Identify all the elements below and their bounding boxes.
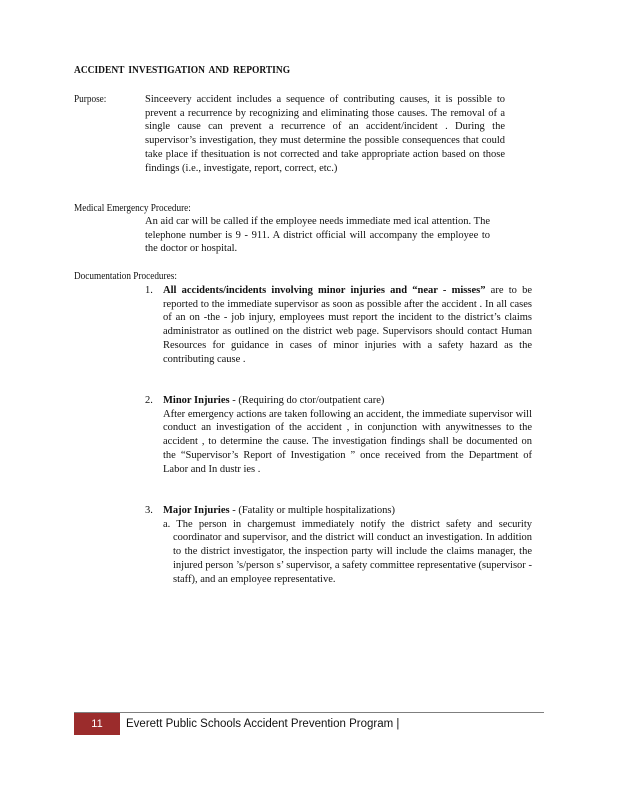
medical-text: An aid car will be called if the employee needs immediate med ical attention. The telephone number is 9 - 911. A district official will accompany the employee to the doctor or hospital. (145, 216, 490, 255)
item-subpoint-a: a. The person in chargemust immediately notify the district safety and security coordinator and supervisor, and the district will conduct an investigation. In addition to the district investigator, the inspection party will include the claims manager, the injured person ’s/person s’ supervisor, a safety committee representative (supervisor -staff), and an employee representative. (163, 518, 532, 585)
page-number: 11 (74, 713, 120, 735)
item-heading: All accidents/incidents involving minor injuries and “near - misses” (163, 285, 486, 296)
item-number: 2. (145, 395, 153, 406)
footer-text: Everett Public Schools Accident Prevention Program | (126, 718, 400, 730)
item-number: 3. (145, 505, 153, 516)
item-subtitle: - (Requiring do ctor/outpatient care) (229, 395, 385, 406)
item-body: After emergency actions are taken following an accident, the immediate supervisor will conduct an investigation of the accident , in conjunction with anywitnesses to the accident , to determine the cause. The investigation findings shall be documented on the “Supervisor’s Report of Investigation ” once received from the Department of Labor and In dustr ies . (163, 408, 532, 475)
item-heading: Minor Injuries (163, 395, 230, 406)
medical-label: Medical Emergency Procedure: (74, 203, 191, 214)
purpose-label: Purpose: (74, 94, 107, 105)
item-heading: Major Injuries (163, 505, 230, 516)
item-text: are to be reported to the immediate supervisor as soon as possible after the accident . In all cases of an on -the - job injury, employees must report the incident to the district’s claims administrator as outlined on the district web page. Supervisors should contact Human Resources for guidance in cases of minor injuries with a safety hazard as the contributing cause . (163, 285, 532, 365)
documentation-label: Documentation Procedures: (74, 271, 177, 282)
page-title: ACCIDENT INVESTIGATION AND REPORTING (74, 64, 291, 76)
item-subtitle: - (Fatality or multiple hospitalizations) (229, 505, 395, 516)
item-number: 1. (145, 285, 153, 296)
purpose-text: Sinceevery accident includes a sequence of contributing causes, it is possible to prevent a recurrence by recognizing and eliminating those causes. The removal of a single cause can prevent a recurrence of an accident/incident . During the supervisor’s investigation, they must determine the possible consequences that could take place if thesituation is not corrected and take appropriate action based on those findings (i.e., investigate, report, correct, etc.) (145, 94, 505, 174)
